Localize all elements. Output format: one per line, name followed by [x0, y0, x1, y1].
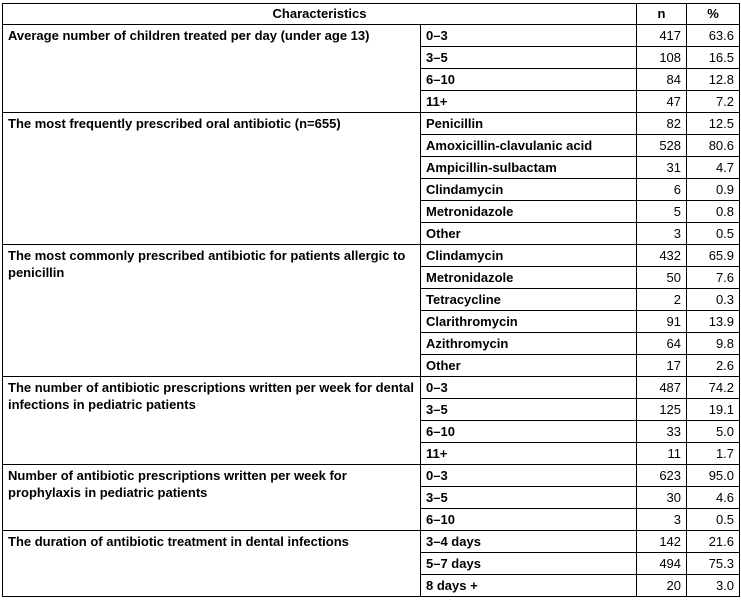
percent-cell: 16.5 — [687, 47, 740, 69]
count-cell: 108 — [637, 47, 687, 69]
category-cell: Metronidazole — [421, 201, 637, 223]
percent-cell: 5.0 — [687, 421, 740, 443]
percent-cell: 19.1 — [687, 399, 740, 421]
category-cell: Clindamycin — [421, 245, 637, 267]
count-cell: 432 — [637, 245, 687, 267]
count-cell: 84 — [637, 69, 687, 91]
category-cell: Azithromycin — [421, 333, 637, 355]
header-row — [3, 4, 740, 25]
count-cell: 528 — [637, 135, 687, 157]
header-characteristics: Characteristics — [3, 4, 637, 25]
count-cell: 33 — [637, 421, 687, 443]
percent-cell: 0.8 — [687, 201, 740, 223]
category-cell: Tetracycline — [421, 289, 637, 311]
percent-cell: 4.7 — [687, 157, 740, 179]
category-cell: Ampicillin-sulbactam — [421, 157, 637, 179]
percent-cell: 12.5 — [687, 113, 740, 135]
characteristic-label: The duration of antibiotic treatment in dental infections — [3, 531, 421, 597]
percent-cell: 7.2 — [687, 91, 740, 113]
table-row — [3, 113, 740, 135]
table-body — [3, 25, 740, 597]
percent-cell: 95.0 — [687, 465, 740, 487]
header-n: n — [637, 4, 687, 25]
count-cell: 5 — [637, 201, 687, 223]
table-row — [3, 245, 740, 267]
percent-cell: 3.0 — [687, 575, 740, 597]
percent-cell: 7.6 — [687, 267, 740, 289]
count-cell: 30 — [637, 487, 687, 509]
count-cell: 487 — [637, 377, 687, 399]
characteristic-label: Number of antibiotic prescriptions written per week for prophylaxis in pediatric patients — [3, 465, 421, 531]
category-cell: 3–5 — [421, 487, 637, 509]
category-cell: Metronidazole — [421, 267, 637, 289]
percent-cell: 9.8 — [687, 333, 740, 355]
percent-cell: 80.6 — [687, 135, 740, 157]
count-cell: 3 — [637, 509, 687, 531]
characteristic-label: The number of antibiotic prescriptions written per week for dental infections in pediatric patients — [3, 377, 421, 465]
percent-cell: 12.8 — [687, 69, 740, 91]
count-cell: 11 — [637, 443, 687, 465]
category-cell: 0–3 — [421, 25, 637, 47]
category-cell: 6–10 — [421, 509, 637, 531]
characteristic-label: The most commonly prescribed antibiotic for patients allergic to penicillin — [3, 245, 421, 377]
table-row — [3, 377, 740, 399]
category-cell: 6–10 — [421, 421, 637, 443]
category-cell: 8 days + — [421, 575, 637, 597]
category-cell: Amoxicillin-clavulanic acid — [421, 135, 637, 157]
count-cell: 31 — [637, 157, 687, 179]
percent-cell: 75.3 — [687, 553, 740, 575]
category-cell: Other — [421, 223, 637, 245]
count-cell: 47 — [637, 91, 687, 113]
table-header — [3, 4, 740, 25]
characteristic-label: The most frequently prescribed oral antibiotic (n=655) — [3, 113, 421, 245]
category-cell: 3–5 — [421, 399, 637, 421]
percent-cell: 2.6 — [687, 355, 740, 377]
percent-cell: 21.6 — [687, 531, 740, 553]
count-cell: 417 — [637, 25, 687, 47]
count-cell: 125 — [637, 399, 687, 421]
header-percent: % — [687, 4, 740, 25]
percent-cell: 13.9 — [687, 311, 740, 333]
category-cell: Clarithromycin — [421, 311, 637, 333]
count-cell: 20 — [637, 575, 687, 597]
count-cell: 50 — [637, 267, 687, 289]
category-cell: Clindamycin — [421, 179, 637, 201]
table-row — [3, 465, 740, 487]
table-container — [2, 3, 740, 597]
percent-cell: 65.9 — [687, 245, 740, 267]
count-cell: 91 — [637, 311, 687, 333]
percent-cell: 63.6 — [687, 25, 740, 47]
category-cell: 11+ — [421, 91, 637, 113]
count-cell: 64 — [637, 333, 687, 355]
count-cell: 17 — [637, 355, 687, 377]
category-cell: 0–3 — [421, 465, 637, 487]
characteristics-table — [2, 3, 740, 597]
category-cell: 3–5 — [421, 47, 637, 69]
category-cell: 6–10 — [421, 69, 637, 91]
percent-cell: 0.9 — [687, 179, 740, 201]
category-cell: Penicillin — [421, 113, 637, 135]
count-cell: 6 — [637, 179, 687, 201]
table-row — [3, 531, 740, 553]
count-cell: 2 — [637, 289, 687, 311]
category-cell: Other — [421, 355, 637, 377]
table-row — [3, 25, 740, 47]
count-cell: 82 — [637, 113, 687, 135]
percent-cell: 0.5 — [687, 509, 740, 531]
category-cell: 5–7 days — [421, 553, 637, 575]
percent-cell: 1.7 — [687, 443, 740, 465]
count-cell: 3 — [637, 223, 687, 245]
percent-cell: 0.3 — [687, 289, 740, 311]
characteristic-label: Average number of children treated per day (under age 13) — [3, 25, 421, 113]
count-cell: 494 — [637, 553, 687, 575]
percent-cell: 4.6 — [687, 487, 740, 509]
category-cell: 11+ — [421, 443, 637, 465]
count-cell: 142 — [637, 531, 687, 553]
percent-cell: 74.2 — [687, 377, 740, 399]
category-cell: 0–3 — [421, 377, 637, 399]
count-cell: 623 — [637, 465, 687, 487]
category-cell: 3–4 days — [421, 531, 637, 553]
percent-cell: 0.5 — [687, 223, 740, 245]
